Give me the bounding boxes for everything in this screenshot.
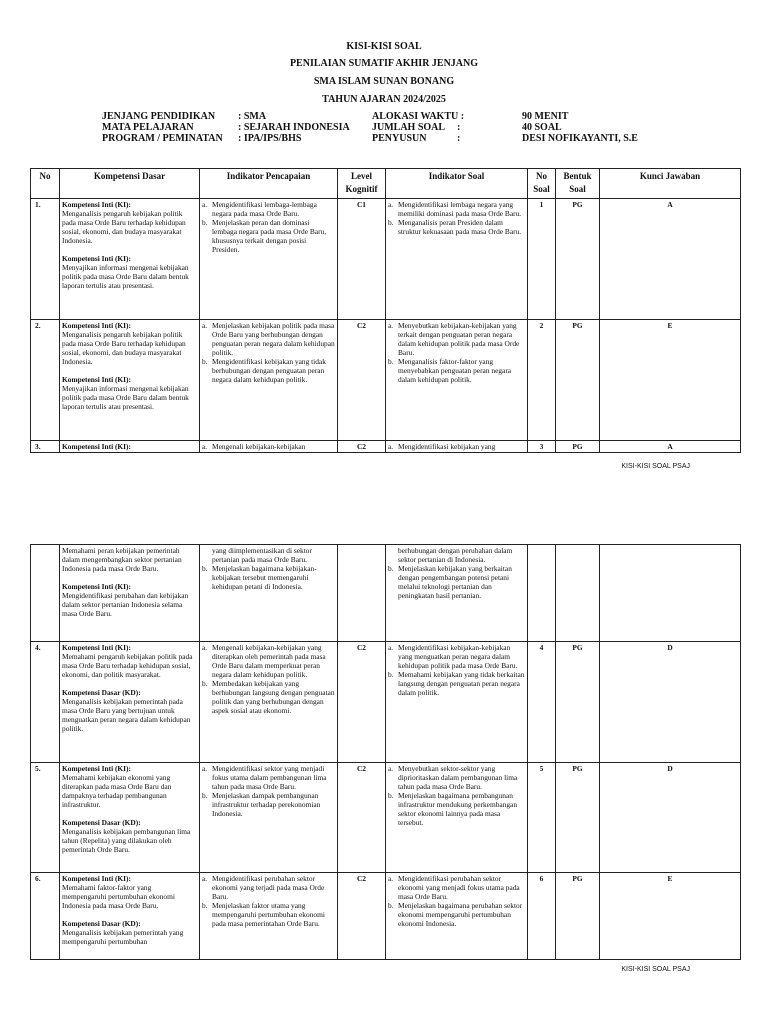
no-soal-cell: 4 xyxy=(528,642,556,763)
mapel-label: MATA PELAJARAN xyxy=(102,122,194,133)
col-bentuk-soal: Bentuk Soal xyxy=(556,169,600,199)
level-cell xyxy=(338,545,386,642)
kunci-jawaban-cell: D xyxy=(600,642,741,763)
bentuk-soal-cell: PG xyxy=(556,873,600,960)
jumlah-label: JUMLAH SOAL xyxy=(372,122,446,133)
kompetensi-cell: Kompetensi Inti (KI): Memahami faktor-faktor yang mempengaruhi pertumbuhan ekonomi Indonesia pada masa Orde Baru. Kompetensi Dasar (KD): Menganalisis kebijakan pemerintah yang mempengaruhi pertumbuhan xyxy=(60,873,200,960)
kunci-jawaban-cell: D xyxy=(600,763,741,873)
col-no-soal: No Soal xyxy=(528,169,556,199)
no-soal-cell xyxy=(528,545,556,642)
col-indikator-pencapaian: Indikator Pencapaian xyxy=(200,169,338,199)
row-number: 6. xyxy=(31,873,60,960)
bentuk-soal-cell xyxy=(556,545,600,642)
kompetensi-cell: Memahami peran kebijakan pemerintah dalam mengembangkan sektor pertanian Indonesia pada masa Orde Baru. Kompetensi Inti (KI): Mengidentifikasi perubahan dan kebijakan dalam sektor pertanian Indonesia selama masa Orde Baru. xyxy=(60,545,200,642)
mapel-value: : SEJARAH INDONESIA xyxy=(238,122,350,133)
no-soal-cell: 3 xyxy=(528,441,556,453)
program-value: : IPA/IPS/BHS xyxy=(238,133,302,144)
kompetensi-cell: Kompetensi Inti (KI): xyxy=(60,441,200,453)
jenjang-label: JENJANG PENDIDIKAN xyxy=(102,111,216,122)
indikator-soal-cell: berhubungan dengan perubahan dalam sektor pertanian di Indonesia. b. Menjelaskan kebijakan yang berkaitan dengan pengembangan potensi petani melalui teknologi pertanian dan peningkatan hasil pertanian. xyxy=(386,545,528,642)
table-row xyxy=(31,545,741,642)
table-row xyxy=(31,320,741,441)
penyusun-label: PENYUSUN xyxy=(372,133,427,144)
row-number: 2. xyxy=(31,320,60,441)
indikator-soal-cell: a. Menyebutkan sektor-sektor yang diprioritaskan dalam pembangunan lima tahun pada masa Orde Baru. b. Menjelaskan bagaimana pembangunan infrastruktur mendukung perkembangan sektor ekonomi lainnya pada masa tersebut. xyxy=(386,763,528,873)
kisi-table-page2 xyxy=(30,544,741,960)
level-cell: C2 xyxy=(338,320,386,441)
bentuk-soal-cell: PG xyxy=(556,199,600,320)
kompetensi-cell: Kompetensi Inti (KI): Menganalisis pengaruh kebijakan politik pada masa Orde Baru terhadap kehidupan sosial, ekonomi, dan budaya masyarakat Indonesia. Kompetensi Inti (KI): Menyajikan informasi mengenai kebijakan politik pada masa Orde Baru dalam bentuk laporan tertulis atau presentasi. xyxy=(60,320,200,441)
kunci-jawaban-cell: E xyxy=(600,320,741,441)
indikator-soal-cell: a. Mengidentifikasi perubahan sektor ekonomi yang menjadi fokus utama pada masa Orde Baru. b. Menjelaskan bagaimana perubahan sektor ekonomi mempengaruhi pertumbuhan ekonomi Indonesia. xyxy=(386,873,528,960)
bentuk-soal-cell: PG xyxy=(556,642,600,763)
level-cell: C1 xyxy=(338,199,386,320)
indikator-soal-cell: a. Mengidentifikasi lembaga negara yang memiliki dominasi pada masa Orde Baru. b. Menganalisis peran Presiden dalam struktur kekuasaan pada masa Orde Baru. xyxy=(386,199,528,320)
indikator-pencapaian-cell: a. Mengidentifikasi sektor yang menjadi fokus utama dalam pembangunan lima tahun pada masa Orde Baru. b. Menjelaskan dampak pembangunan infrastruktur terhadap perekonomian Indonesia. xyxy=(200,763,338,873)
kompetensi-cell: Kompetensi Inti (KI): Menganalisis pengaruh kebijakan politik pada masa Orde Baru terhadap kehidupan sosial, ekonomi, dan budaya masyarakat Indonesia. Kompetensi Inti (KI): Menyajikan informasi mengenai kebijakan politik pada masa Orde Baru dalam bentuk laporan tertulis atau presentasi. xyxy=(60,199,200,320)
row-number: 1. xyxy=(31,199,60,320)
kompetensi-cell: Kompetensi Inti (KI): Memahami kebijakan ekonomi yang diterapkan pada masa Orde Baru dan dampaknya terhadap pembangunan infrastruktur. Kompetensi Dasar (KD): Menganalisis kebijakan pembangunan lima tahun (Repelita) yang dilakukan oleh pemerintah Orde Baru. xyxy=(60,763,200,873)
col-indikator-soal: Indikator Soal xyxy=(386,169,528,199)
col-kunci-jawaban: Kunci Jawaban xyxy=(600,169,741,199)
table-header-row xyxy=(31,169,741,199)
jumlah-colon: : xyxy=(457,122,461,133)
academic-year: TAHUN AJARAN 2024/2025 xyxy=(322,94,446,105)
kunci-jawaban-cell xyxy=(600,545,741,642)
indikator-pencapaian-cell: a. Mengidentifikasi lembaga-lembaga negara pada masa Orde Baru. b. Menjelaskan peran dan dominasi lembaga negara pada masa Orde Baru, khususnya terkait dengan posisi Presiden. xyxy=(200,199,338,320)
kisi-table-page1 xyxy=(30,168,741,453)
program-label: PROGRAM / PEMINATAN xyxy=(102,133,223,144)
indikator-pencapaian-cell: a. Mengenali kebijakan-kebijakan yang diterapkan oleh pemerintah pada masa Orde Baru dalam memperkuat peran negara dalam kehidupan politik. b. Membedakan kebijakan yang berhubungan langsung dengan penguatan politik dan yang berhubungan dengan aspek sosial atau ekonomi. xyxy=(200,642,338,763)
school-name: SMA ISLAM SUNAN BONANG xyxy=(313,76,455,87)
penyusun-value: DESI NOFIKAYANTI, S.E xyxy=(522,133,638,144)
level-cell: C2 xyxy=(338,441,386,453)
kunci-jawaban-cell: A xyxy=(600,441,741,453)
table-row xyxy=(31,873,741,960)
doc-subtitle: PENILAIAN SUMATIF AKHIR JENJANG xyxy=(289,58,479,69)
indikator-soal-cell: a. Mengidentifikasi kebijakan yang xyxy=(386,441,528,453)
table-row xyxy=(31,763,741,873)
indikator-soal-cell: a. Mengidentifikasi kebijakan-kebijakan yang menguatkan peran negara dalam kehidupan politik pada masa Orde Baru. b. Memahami kebijakan yang tidak berkaitan langsung dengan penguatan peran negara dalam politik. xyxy=(386,642,528,763)
table-row xyxy=(31,199,741,320)
page-footer: KISI-KISI SOAL PSAJ xyxy=(621,966,690,973)
jenjang-value: : SMA xyxy=(238,111,267,122)
indikator-pencapaian-cell: a. Mengidentifikasi perubahan sektor ekonomi yang terjadi pada masa Orde Baru. b. Menjelaskan faktor utama yang mempengaruhi pertumbuhan ekonomi pada masa pemerintahan Orde Baru. xyxy=(200,873,338,960)
row-number: 4. xyxy=(31,642,60,763)
row-number: 5. xyxy=(31,763,60,873)
indikator-pencapaian-cell: a. Menjelaskan kebijakan politik pada masa Orde Baru yang berhubungan dengan penguatan peran negara dalam kehidupan politik. b. Mengidentifikasi kebijakan yang tidak berhubungan dengan penguatan peran negara dalam kehidupan politik. xyxy=(200,320,338,441)
jumlah-value: 40 SOAL xyxy=(522,122,562,133)
penyusun-colon: : xyxy=(457,133,461,144)
bentuk-soal-cell: PG xyxy=(556,320,600,441)
level-cell: C2 xyxy=(338,873,386,960)
no-soal-cell: 1 xyxy=(528,199,556,320)
kompetensi-cell: Kompetensi Inti (KI): Memahami pengaruh kebijakan politik pada masa Orde Baru terhadap kehidupan sosial, ekonomi, dan politik masyarakat. Kompetensi Dasar (KD): Menganalisis kebijakan pemerintah pada masa Orde Baru yang bertujuan untuk menguatkan peran negara dalam kehidupan politik. xyxy=(60,642,200,763)
alokasi-value: 90 MENIT xyxy=(522,111,569,122)
table-row xyxy=(31,441,741,453)
bentuk-soal-cell: PG xyxy=(556,763,600,873)
row-number xyxy=(31,545,60,642)
kunci-jawaban-cell: A xyxy=(600,199,741,320)
bentuk-soal-cell: PG xyxy=(556,441,600,453)
indikator-pencapaian-cell: a. Mengenali kebijakan-kebijakan xyxy=(200,441,338,453)
col-level-kognitif: Level Kognitif xyxy=(338,169,386,199)
no-soal-cell: 6 xyxy=(528,873,556,960)
alokasi-label: ALOKASI WAKTU : xyxy=(372,111,465,122)
page-footer: KISI-KISI SOAL PSAJ xyxy=(621,463,690,470)
doc-title: KISI-KISI SOAL xyxy=(346,41,422,52)
row-number: 3. xyxy=(31,441,60,453)
col-no: No xyxy=(31,169,60,199)
col-kompetensi-dasar: Kompetensi Dasar xyxy=(60,169,200,199)
indikator-soal-cell: a. Menyebutkan kebijakan-kebijakan yang terkait dengan penguatan peran negara dalam kehidupan politik pada masa Orde Baru. b. Menganalisis faktor-faktor yang menyebabkan penguatan peran negara dalam kehidupan politik. xyxy=(386,320,528,441)
no-soal-cell: 2 xyxy=(528,320,556,441)
kunci-jawaban-cell: E xyxy=(600,873,741,960)
table-row xyxy=(31,642,741,763)
indikator-pencapaian-cell: yang diimplementasikan di sektor pertanian pada masa Orde Baru. b. Menjelaskan bagaimana kebijakan-kebijakan tersebut memengaruhi kehidupan petani di Indonesia. xyxy=(200,545,338,642)
level-cell: C2 xyxy=(338,763,386,873)
no-soal-cell: 5 xyxy=(528,763,556,873)
level-cell: C2 xyxy=(338,642,386,763)
